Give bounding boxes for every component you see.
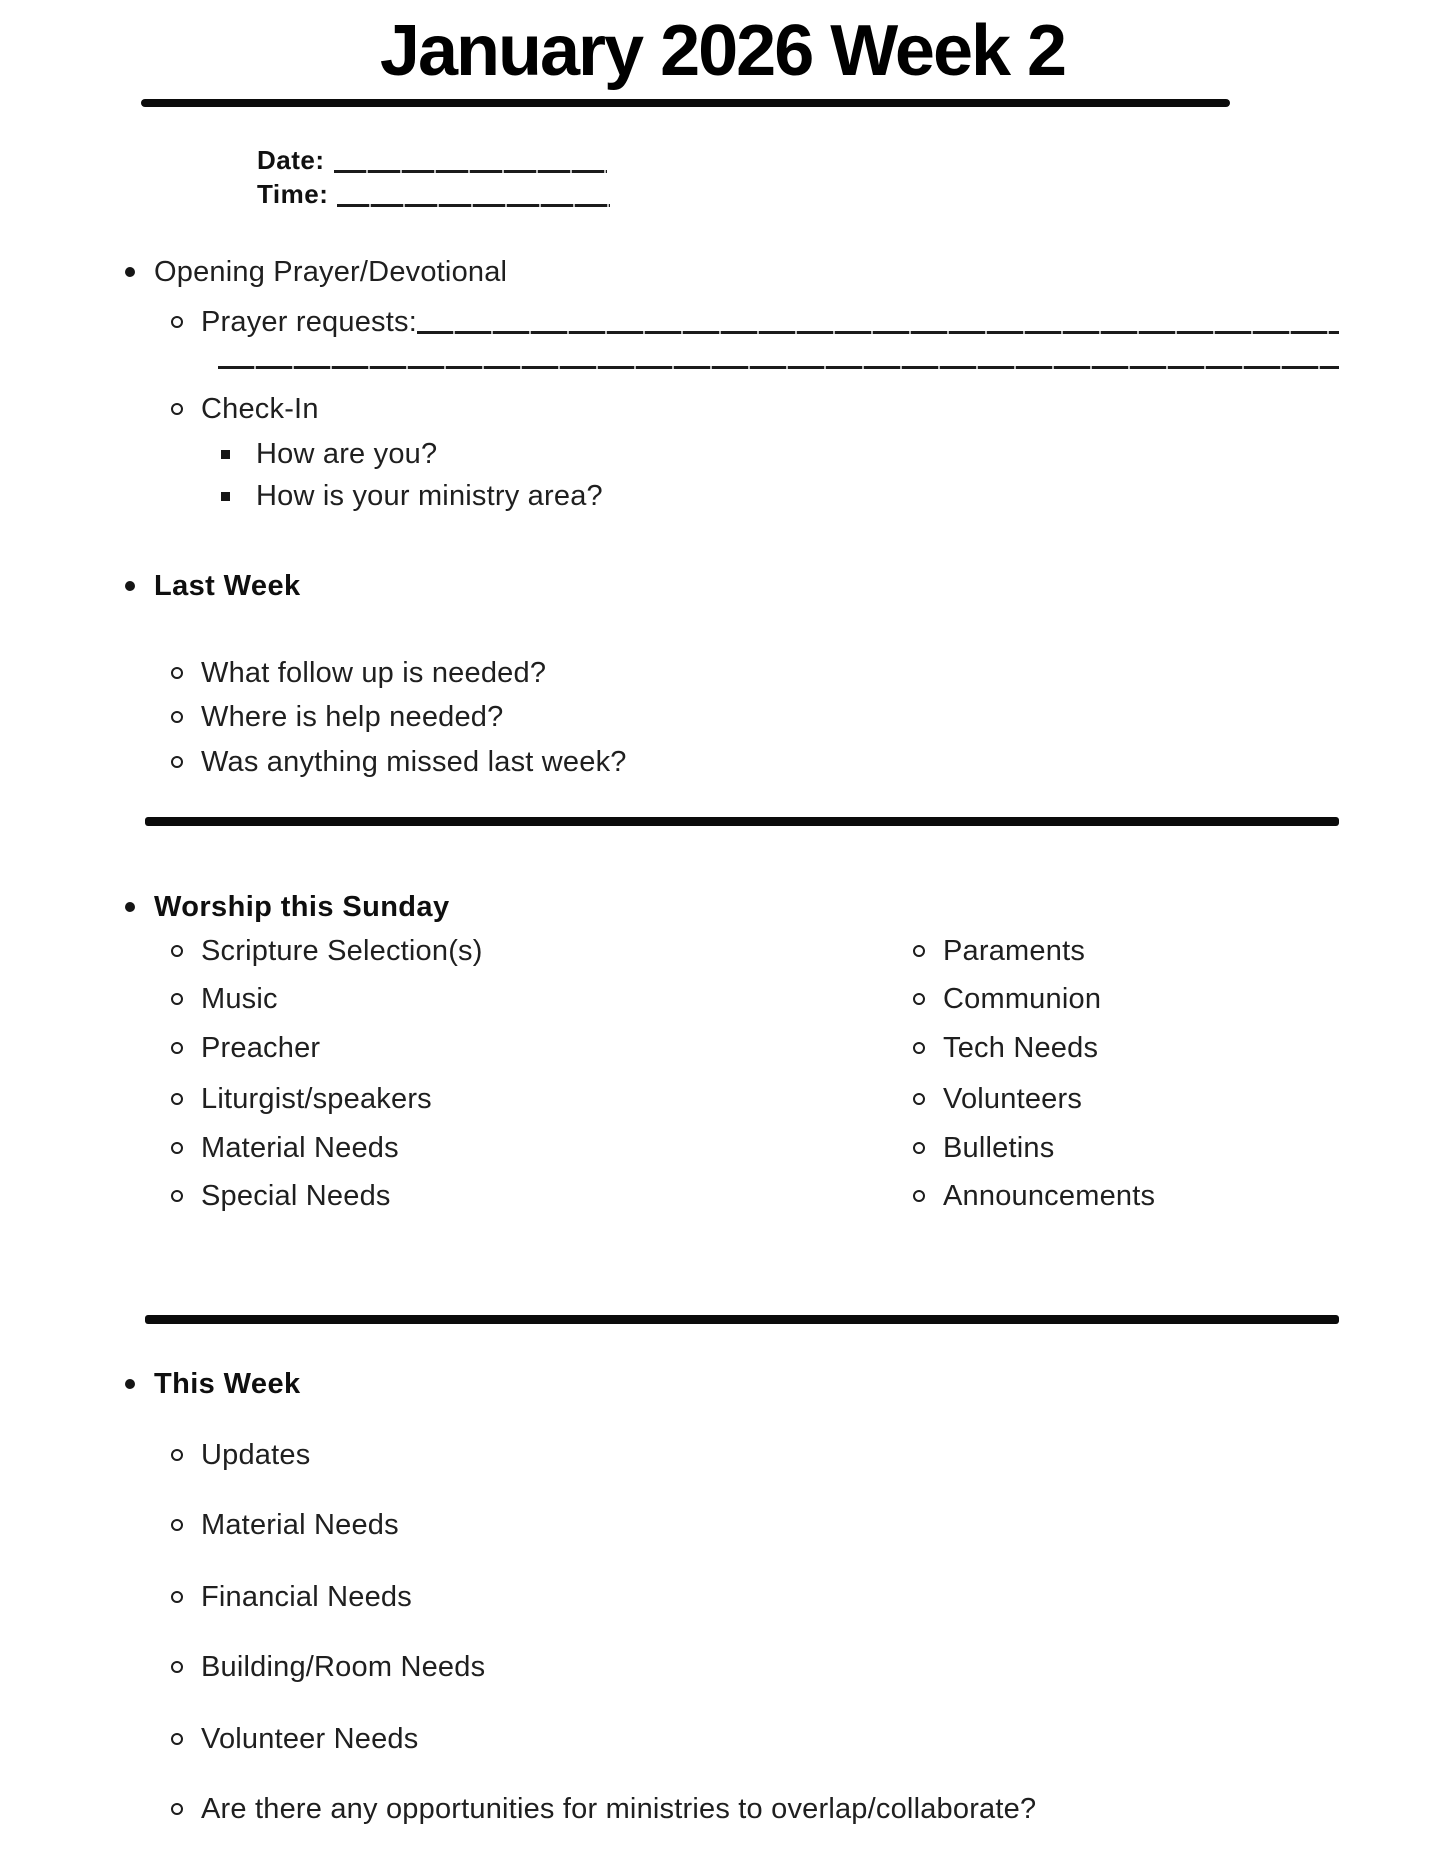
bullet-circle-icon — [171, 1591, 183, 1603]
last-week-item-row — [171, 699, 503, 735]
date-label: Date: — [257, 144, 325, 175]
bullet-circle-icon — [913, 1042, 925, 1054]
worship-right-item-row — [913, 1178, 1155, 1214]
this-week-item-row — [171, 1437, 310, 1473]
list-item-label: What follow up is needed? — [201, 657, 547, 689]
date-row — [257, 143, 607, 177]
list-item-label: Special Needs — [201, 1180, 391, 1212]
list-item-label: Communion — [943, 983, 1102, 1015]
bullet-circle-icon — [171, 1733, 183, 1745]
prayer-requests-blank-line-2 — [218, 366, 1339, 369]
worship-left-item-row — [171, 981, 278, 1017]
section-divider — [145, 1315, 1339, 1324]
bullet-circle-icon — [171, 711, 183, 723]
bullet-circle-icon — [913, 1093, 925, 1105]
bullet-circle-icon — [171, 993, 183, 1005]
bullet-circle-icon — [171, 1661, 183, 1673]
this-week-item-row — [171, 1721, 418, 1757]
bullet-circle-icon — [171, 945, 183, 957]
bullet-circle-icon — [171, 1142, 183, 1154]
bullet-circle-icon — [171, 667, 183, 679]
section-heading-worship: Worship this Sunday — [154, 891, 450, 923]
last-week-item-row — [171, 744, 627, 780]
bullet-circle-icon — [171, 1449, 183, 1461]
worship-right-item-row — [913, 1030, 1098, 1066]
bullet-circle-icon — [913, 993, 925, 1005]
check-in-row — [171, 391, 319, 427]
list-item-label: Liturgist/speakers — [201, 1083, 432, 1115]
bullet-circle-icon — [913, 1190, 925, 1202]
this-week-item-row — [171, 1791, 1036, 1827]
bullet-circle-icon — [171, 756, 183, 768]
section-heading-this-week: This Week — [154, 1368, 301, 1400]
bullet-circle-icon — [171, 1519, 183, 1531]
bullet-dot-icon — [125, 902, 135, 912]
section-divider — [145, 817, 1339, 826]
time-row — [257, 177, 610, 211]
list-item-label: Volunteers — [943, 1083, 1083, 1115]
bullet-circle-icon — [171, 1042, 183, 1054]
check-in-question: How is your ministry area? — [256, 480, 603, 512]
date-blank-line — [334, 170, 607, 173]
last-week-item-row — [171, 655, 546, 691]
bullet-circle-icon — [171, 316, 183, 328]
this-week-item-row — [171, 1579, 412, 1615]
check-in-question-row — [221, 478, 603, 514]
this-week-item-row — [171, 1649, 485, 1685]
opening-prayer-heading: Opening Prayer/Devotional — [154, 256, 508, 288]
prayer-requests-label: Prayer requests: — [201, 306, 417, 338]
check-in-question-row — [221, 436, 437, 472]
bullet-circle-icon — [171, 403, 183, 415]
opening-prayer-heading-row — [125, 254, 507, 290]
worship-left-item-row — [171, 1178, 391, 1214]
bullet-circle-icon — [913, 1142, 925, 1154]
list-item-label: Preacher — [201, 1032, 321, 1064]
list-item-label: Material Needs — [201, 1509, 399, 1541]
prayer-requests-row — [171, 304, 1339, 340]
this-week-heading-row — [125, 1366, 301, 1402]
worship-left-item-row — [171, 933, 483, 969]
prayer-requests-blank-line — [417, 331, 1339, 334]
worship-right-item-row — [913, 981, 1101, 1017]
bullet-circle-icon — [913, 945, 925, 957]
check-in-question: How are you? — [256, 438, 438, 470]
bullet-circle-icon — [171, 1093, 183, 1105]
list-item-label: Music — [201, 983, 278, 1015]
list-item-label: Bulletins — [943, 1132, 1055, 1164]
list-item-label: Updates — [201, 1439, 311, 1471]
worship-left-item-row — [171, 1130, 399, 1166]
list-item-label: Where is help needed? — [201, 701, 504, 733]
bullet-square-icon — [221, 450, 230, 459]
list-item-label: Scripture Selection(s) — [201, 935, 483, 967]
list-item-label: Financial Needs — [201, 1581, 412, 1613]
list-item-label: Was anything missed last week? — [201, 746, 627, 778]
bullet-circle-icon — [171, 1803, 183, 1815]
worship-heading-row — [125, 889, 449, 925]
list-item-label: Material Needs — [201, 1132, 399, 1164]
bullet-square-icon — [221, 492, 230, 501]
list-item-label: Are there any opportunities for ministries to overlap/collaborate? — [201, 1793, 1037, 1825]
time-label: Time: — [257, 178, 329, 209]
list-item-label: Paraments — [943, 935, 1086, 967]
bullet-dot-icon — [125, 581, 135, 591]
list-item-label: Announcements — [943, 1180, 1156, 1212]
list-item-label: Volunteer Needs — [201, 1723, 419, 1755]
worship-right-item-row — [913, 1130, 1054, 1166]
worship-right-item-row — [913, 933, 1085, 969]
page-title: January 2026 Week 2 — [379, 11, 1066, 91]
this-week-item-row — [171, 1507, 399, 1543]
title-underline — [141, 99, 1230, 107]
time-blank-line — [337, 204, 610, 207]
bullet-dot-icon — [125, 1379, 135, 1389]
check-in-label: Check-In — [201, 393, 319, 425]
last-week-heading-row — [125, 568, 301, 604]
list-item-label: Building/Room Needs — [201, 1651, 486, 1683]
bullet-circle-icon — [171, 1190, 183, 1202]
worship-left-item-row — [171, 1030, 320, 1066]
bullet-dot-icon — [125, 267, 135, 277]
list-item-label: Tech Needs — [943, 1032, 1099, 1064]
worship-right-item-row — [913, 1081, 1082, 1117]
worship-left-item-row — [171, 1081, 432, 1117]
section-heading-last-week: Last Week — [154, 570, 301, 602]
